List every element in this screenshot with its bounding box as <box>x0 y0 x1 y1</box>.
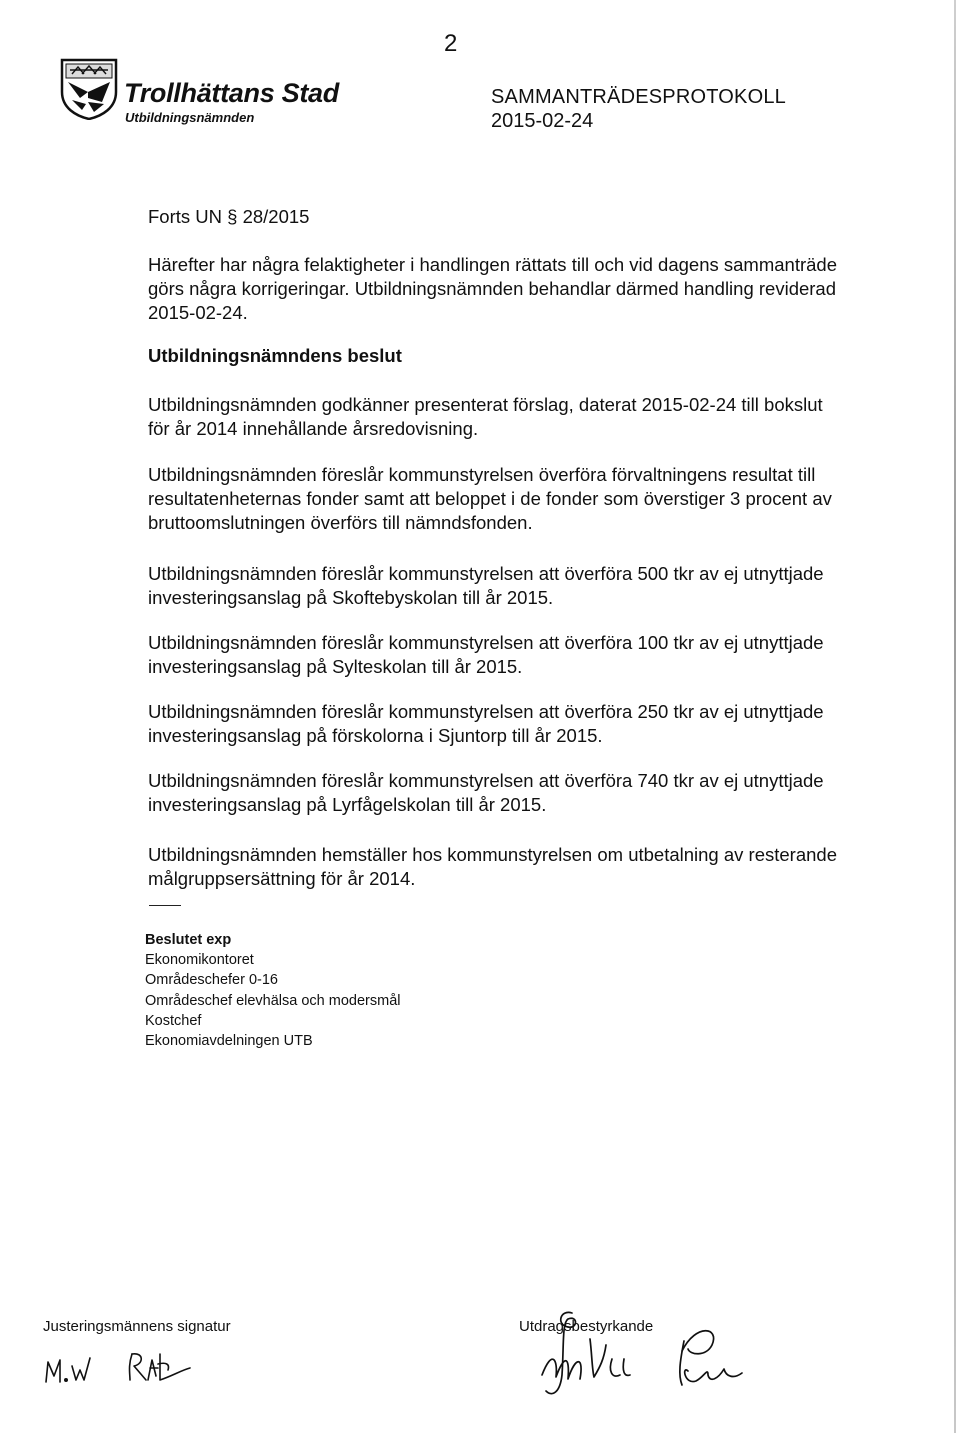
trollhattan-coat-of-arms-icon <box>58 58 120 120</box>
list-item: Områdeschefer 0-16 <box>145 972 278 989</box>
case-reference: Forts UN § 28/2015 <box>148 206 310 227</box>
decision-paragraph: Utbildningsnämnden föreslår kommunstyrelsen att överföra 740 tkr av ej utnyttjade investeringsanslag på Lyrfågelskolan till år 2015. <box>148 770 824 815</box>
scan-edge <box>954 0 956 1433</box>
decision-paragraph: Utbildningsnämnden föreslår kommunstyrelsen att överföra 250 tkr av ej utnyttjade investeringsanslag på förskolorna i Sjuntorp till år 2015. <box>148 701 824 746</box>
decision-paragraph: Utbildningsnämnden föreslår kommunstyrelsen att överföra 100 tkr av ej utnyttjade investeringsanslag på Sylteskolan till år 2015. <box>148 632 824 677</box>
decision-paragraph: Utbildningsnämnden föreslår kommunstyrelsen att överföra 500 tkr av ej utnyttjade investeringsanslag på Skoftebyskolan till år 2015. <box>148 563 824 608</box>
separator-dash <box>149 905 181 906</box>
document-type: SAMMANTRÄDESPROTOKOLL <box>491 86 787 108</box>
organization-unit: Utbildningsnämnden <box>125 110 255 125</box>
decision-heading: Utbildningsnämndens beslut <box>148 345 402 366</box>
decision-paragraph: Utbildningsnämnden föreslår kommunstyrelsen överföra förvaltningens resultat till resultatenheternas fonder samt att beloppet i de fonder som överstiger 3 procent av bruttoomslutningen överförs till nämndsfonden. <box>148 464 832 533</box>
distribution-list <box>145 930 400 1051</box>
adjuster-signature <box>40 1340 220 1400</box>
decision-paragraph: Utbildningsnämnden hemställer hos kommunstyrelsen om utbetalning av resterande målgruppsersättning för år 2014. <box>148 844 837 889</box>
list-item: Ekonomikontoret <box>145 952 254 969</box>
extract-certification-label: Utdragsbestyrkande <box>519 1318 654 1335</box>
list-item: Kostchef <box>145 1012 202 1029</box>
list-item: Ekonomiavdelningen UTB <box>145 1033 313 1050</box>
page-number: 2 <box>444 30 458 57</box>
distribution-title: Beslutet exp <box>145 932 232 948</box>
certification-signature <box>512 1305 752 1405</box>
adjuster-signature-label: Justeringsmännens signatur <box>43 1318 231 1335</box>
list-item: Områdeschef elevhälsa och modersmål <box>145 992 401 1009</box>
intro-paragraph: Härefter har några felaktigheter i handlingen rättats till och vid dagens sammanträde görs några korrigeringar. Utbildningsnämnden behandlar därmed handling reviderad 2015-02-24. <box>148 254 837 323</box>
organization-name: Trollhättans Stad <box>124 78 339 108</box>
document-date: 2015-02-24 <box>491 110 594 132</box>
decision-paragraph: Utbildningsnämnden godkänner presenterat förslag, daterat 2015-02-24 till bokslut för år 2014 innehållande årsredovisning. <box>148 394 823 439</box>
